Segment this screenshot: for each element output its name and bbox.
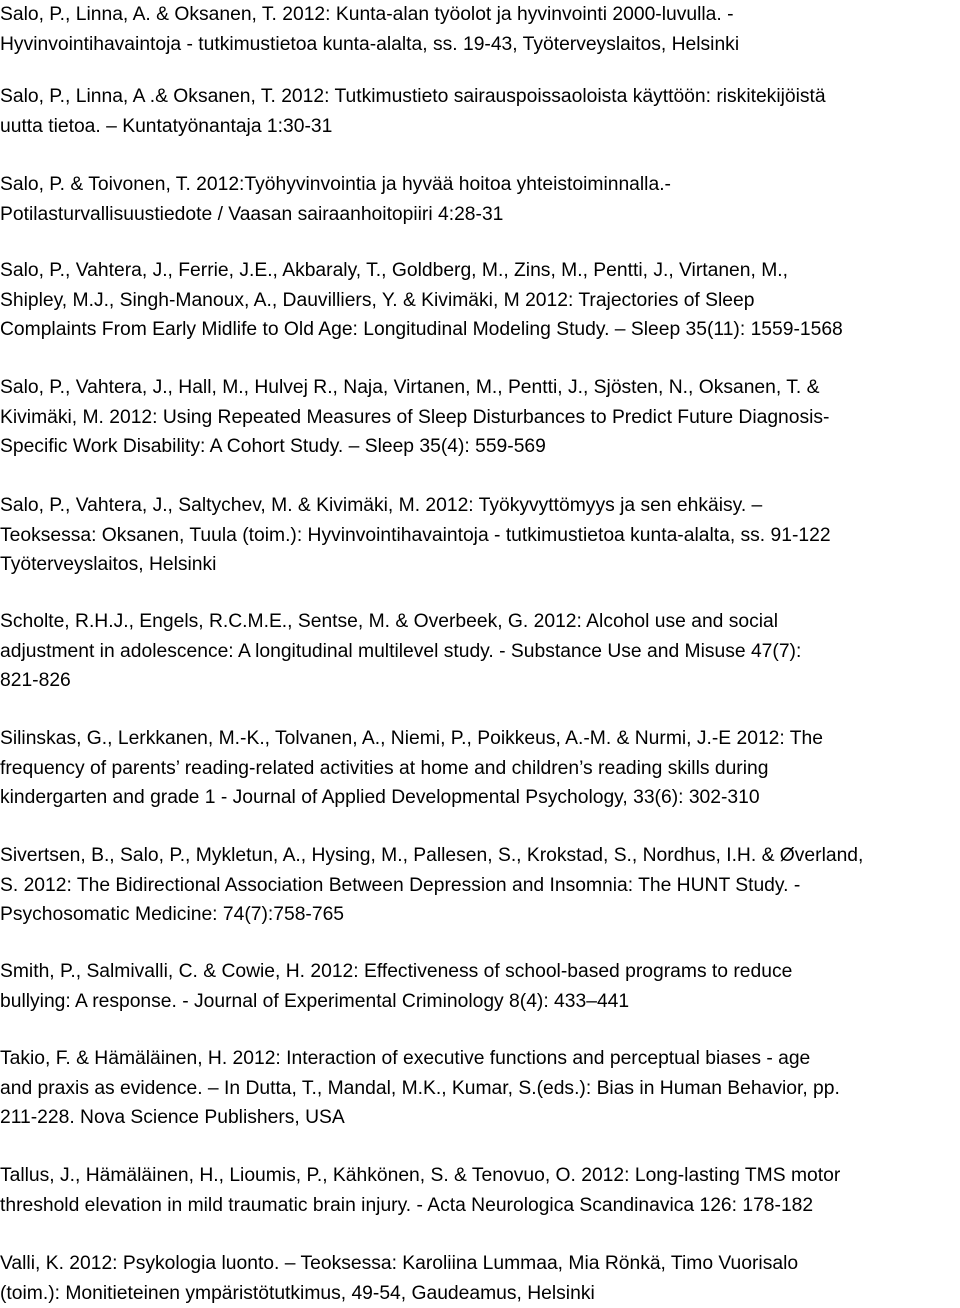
- reference-line: Takio, F. & Hämäläinen, H. 2012: Interaction of executive functions and perceptual biases - age: [0, 1048, 811, 1069]
- reference-line: frequency of parents’ reading-related activities at home and children’s reading skills during: [0, 757, 769, 779]
- reference-line: Potilasturvallisuustiedote / Vaasan sairaanhoitopiiri 4:28-31: [0, 203, 504, 225]
- reference-line: Tallus, J., Hämäläinen, H., Lioumis, P., Kähkönen, S. & Tenovuo, O. 2012: Long-lasting TMS motor: [0, 1165, 841, 1186]
- reference-line: Hyvinvointihavaintoja - tutkimustietoa kunta-alalta, ss. 19-43, Työterveyslaitos, Helsinki: [0, 33, 740, 55]
- reference-line: Salo, P., Linna, A. & Oksanen, T. 2012: Kunta-alan työolot ja hyvinvointi 2000-luvulla. -: [0, 4, 734, 25]
- reference-line: 821-826: [0, 670, 71, 691]
- reference-entry: [0, 82, 960, 141]
- reference-line: 211-228. Nova Science Publishers, USA: [0, 1107, 345, 1128]
- reference-line: Shipley, M.J., Singh-Manoux, A., Dauvilliers, Y. & Kivimäki, M 2012: Trajectories of Sleep: [0, 289, 755, 311]
- reference-entry: [0, 170, 960, 229]
- reference-line: Scholte, R.H.J., Engels, R.C.M.E., Sentse, M. & Overbeek, G. 2012: Alcohol use and social: [0, 611, 779, 632]
- reference-line: Kivimäki, M. 2012: Using Repeated Measures of Sleep Disturbances to Predict Future Diagnosis-: [0, 406, 830, 428]
- reference-line: Salo, P., Vahtera, J., Saltychev, M. & Kivimäki, M. 2012: Työkyvyttömyys ja sen ehkäisy. –: [0, 495, 763, 516]
- reference-entry: [0, 491, 960, 580]
- reference-line: kindergarten and grade 1 - Journal of Applied Developmental Psychology, 33(6): 302-310: [0, 787, 760, 808]
- reference-entry: [0, 1044, 960, 1133]
- reference-line: Specific Work Disability: A Cohort Study. – Sleep 35(4): 559-569: [0, 436, 546, 457]
- reference-line: adjustment in adolescence: A longitudinal multilevel study. - Substance Use and Misuse 47(7):: [0, 640, 802, 662]
- reference-line: Salo, P., Vahtera, J., Hall, M., Hulvej R., Naja, Virtanen, M., Pentti, J., Sjösten, N., Oksanen, T. &: [0, 377, 820, 398]
- reference-line: Silinskas, G., Lerkkanen, M.-K., Tolvanen, A., Niemi, P., Poikkeus, A.-M. & Nurmi, J.-E 2012: The: [0, 728, 823, 749]
- reference-entry: [0, 724, 960, 813]
- reference-line: S. 2012: The Bidirectional Association Between Depression and Insomnia: The HUNT Study. -: [0, 874, 801, 896]
- reference-line: Valli, K. 2012: Psykologia luonto. – Teoksessa: Karoliina Lummaa, Mia Rönkä, Timo Vuorisalo: [0, 1253, 799, 1274]
- reference-line: Työterveyslaitos, Helsinki: [0, 554, 217, 575]
- reference-line: Salo, P. & Toivonen, T. 2012:Työhyvinvointia ja hyvää hoitoa yhteistoiminnalla.-: [0, 174, 671, 195]
- reference-line: Sivertsen, B., Salo, P., Mykletun, A., Hysing, M., Pallesen, S., Krokstad, S., Nordhus, I.H. & Øverland,: [0, 845, 864, 866]
- reference-entry: [0, 1249, 960, 1308]
- reference-entry: [0, 607, 960, 696]
- reference-line: Smith, P., Salmivalli, C. & Cowie, H. 2012: Effectiveness of school-based programs to reduce: [0, 961, 793, 982]
- reference-line: Psychosomatic Medicine: 74(7):758-765: [0, 904, 345, 925]
- reference-entry: [0, 256, 960, 345]
- reference-entry: [0, 957, 960, 1016]
- reference-line: bullying: A response. - Journal of Experimental Criminology 8(4): 433–441: [0, 990, 630, 1012]
- reference-line: threshold elevation in mild traumatic brain injury. - Acta Neurologica Scandinavica 126: 178-182: [0, 1194, 814, 1216]
- reference-entry: [0, 841, 960, 930]
- reference-line: Salo, P., Linna, A .& Oksanen, T. 2012: Tutkimustieto sairauspoissaoloista käyttöön: riskitekijöistä: [0, 86, 826, 107]
- reference-line: (toim.): Monitieteinen ympäristötutkimus, 49-54, Gaudeamus, Helsinki: [0, 1282, 595, 1304]
- reference-line: Teoksessa: Oksanen, Tuula (toim.): Hyvinvointihavaintoja - tutkimustietoa kunta-alalta, ss. 91-122: [0, 524, 831, 546]
- reference-line: Salo, P., Vahtera, J., Ferrie, J.E., Akbaraly, T., Goldberg, M., Zins, M., Pentti, J., Virtanen, M.,: [0, 260, 788, 281]
- reference-line: and praxis as evidence. – In Dutta, T., Mandal, M.K., Kumar, S.(eds.): Bias in Human Behavior, pp.: [0, 1077, 840, 1099]
- reference-entry: [0, 373, 960, 462]
- reference-line: uutta tietoa. – Kuntatyönantaja 1:30-31: [0, 115, 333, 137]
- reference-entry: [0, 0, 960, 59]
- reference-entry: [0, 1161, 960, 1220]
- reference-line: Complaints From Early Midlife to Old Age: Longitudinal Modeling Study. – Sleep 35(11): 1559-1568: [0, 319, 843, 340]
